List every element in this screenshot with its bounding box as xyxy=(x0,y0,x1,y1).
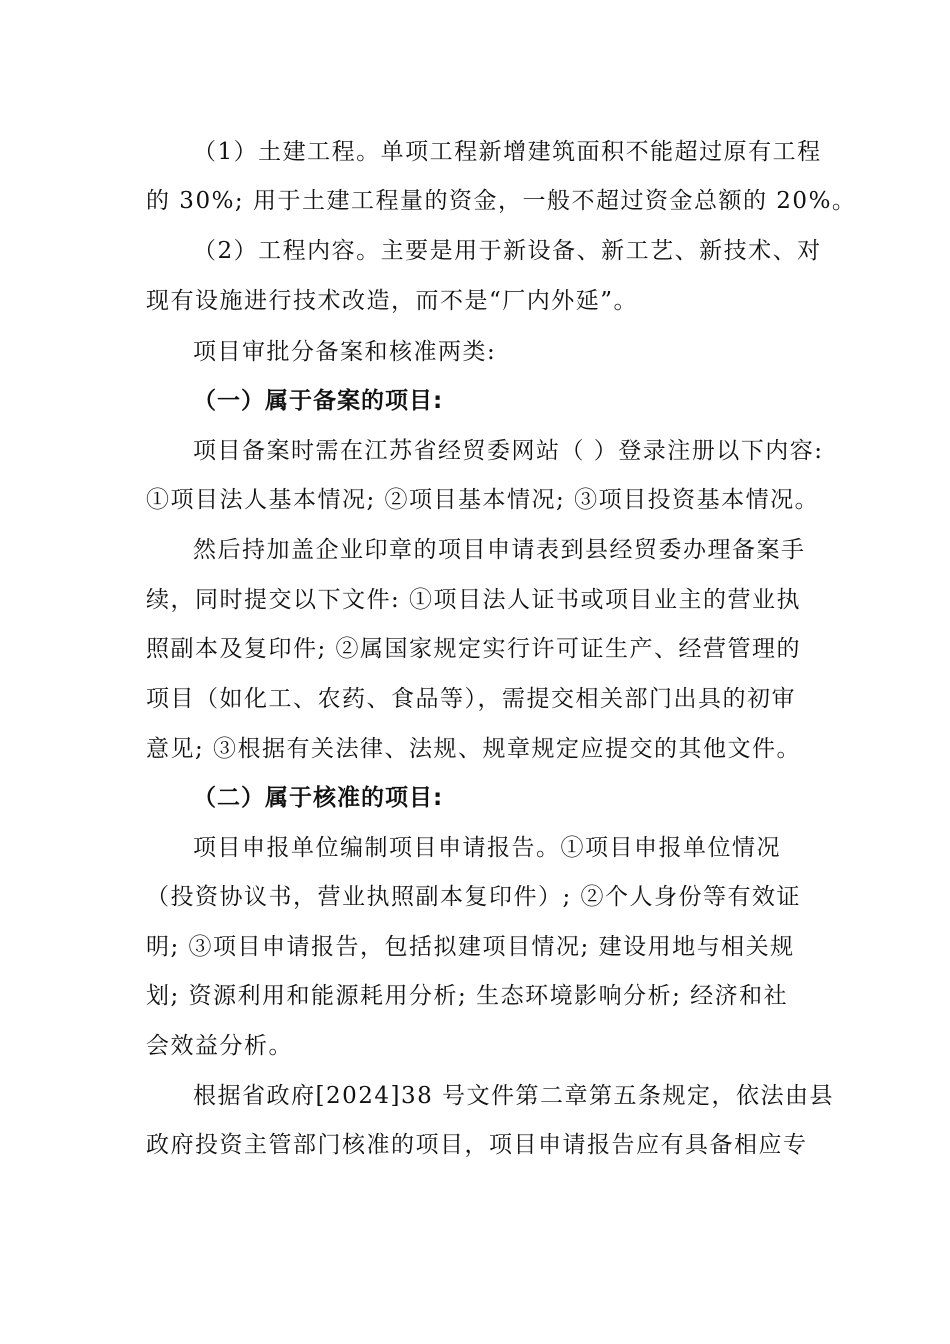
paragraph-line: （1）土建工程。单项工程新增建筑面积不能超过原有工程 xyxy=(193,139,822,165)
paragraph-line: （2）工程内容。主要是用于新设备、新工艺、新技术、对 xyxy=(193,238,822,264)
paragraph-line: 明; ③项目申请报告，包括拟建项目情况; 建设用地与相关规 xyxy=(146,934,795,960)
paragraph-line: 会效益分析。 xyxy=(146,1033,293,1059)
paragraph-line: 划; 资源利用和能源耗用分析; 生态环境影响分析; 经济和社 xyxy=(146,983,789,1009)
paragraph-line: 政府投资主管部门核准的项目，项目申请报告应有具备相应专 xyxy=(146,1132,808,1158)
section-heading-approval: （二）属于核准的项目: xyxy=(193,785,444,811)
paragraph-line: 续，同时提交以下文件: ①项目法人证书或项目业主的营业执 xyxy=(146,587,802,613)
paragraph-line: 项目申报单位编制项目申请报告。①项目申报单位情况 xyxy=(193,835,781,861)
paragraph-line: 意见; ③根据有关法律、法规、规章规定应提交的其他文件。 xyxy=(146,736,802,762)
paragraph-line: 项目审批分备案和核准两类: xyxy=(193,339,497,365)
paragraph-line: 现有设施进行技术改造，而不是“厂内外延”。 xyxy=(146,288,639,314)
paragraph-line: 照副本及复印件; ②属国家规定实行许可证生产、经营管理的 xyxy=(146,636,802,662)
paragraph-line: 然后持加盖企业印章的项目申请表到县经贸委办理备案手 xyxy=(193,537,806,563)
section-heading-filing: （一）属于备案的项目: xyxy=(193,388,444,414)
paragraph-line: （投资协议书，营业执照副本复印件）; ②个人身份等有效证 xyxy=(146,884,802,910)
paragraph-line: 的 30%; 用于土建工程量的资金，一般不超过资金总额的 20%。 xyxy=(146,188,857,214)
paragraph-line: 项目备案时需在江苏省经贸委网站（ ）登录注册以下内容: xyxy=(193,438,824,464)
paragraph-line: 项目（如化工、农药、食品等），需提交相关部门出具的初审 xyxy=(146,686,796,712)
paragraph-line: ①项目法人基本情况; ②项目基本情况; ③项目投资基本情况。 xyxy=(146,487,820,513)
paragraph-line: 根据省政府[2024]38 号文件第二章第五条规定，依法由县 xyxy=(193,1083,835,1109)
